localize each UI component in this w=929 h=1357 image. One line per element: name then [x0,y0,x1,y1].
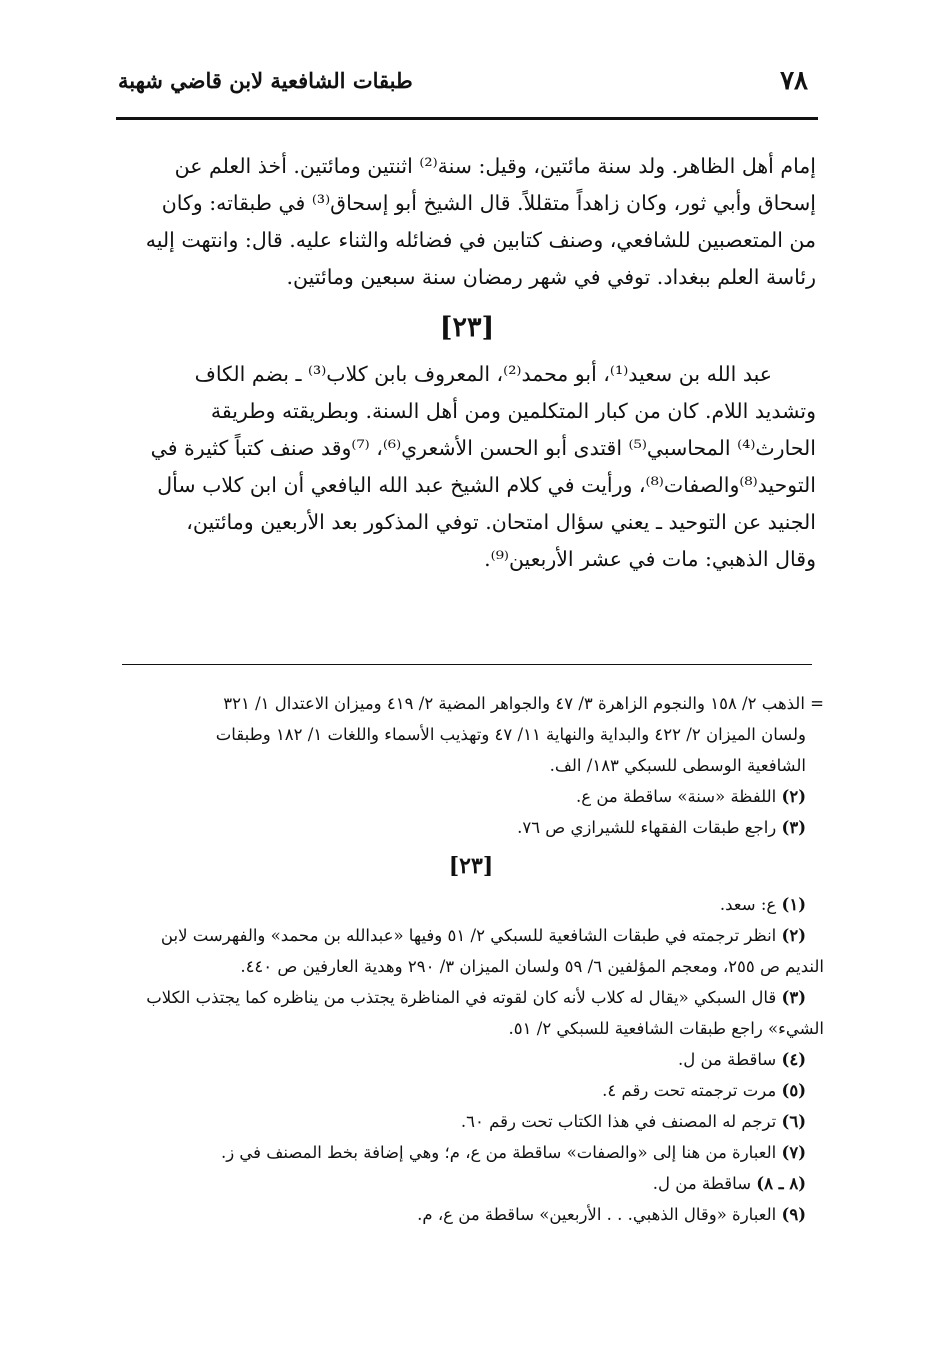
text-line: رئاسة العلم ببغداد. توفي في شهر رمضان سنة سبعين ومائتين. [286,265,816,289]
footnote-text: راجع طبقات الفقهاء للشيرازي ص ٧٦. [517,818,777,837]
footnote-item [118,982,824,1013]
entry-biography [118,356,816,578]
footnote-text: انظر ترجمته في طبقات الشافعية للسبكي ٢/ ٥١ وفيها «عبدالله بن محمد» والفهرست لابن [160,926,777,945]
footnote-text: ترجم له المصنف في هذا الكتاب تحت رقم ٦٠. [460,1112,777,1131]
footnote-number: (١) [781,895,806,914]
footnote-number: (٦) [781,1112,806,1131]
page-header [118,64,816,104]
footnote-item [118,1137,824,1168]
footnote-number: (٨ ـ ٨) [756,1174,806,1193]
text-line: التوحيد⁽⁸⁾والصفات⁽⁸⁾، ورأيت في كلام الشيخ عبد الله اليافعي أن ابن كلاب سأل [157,473,816,497]
footnote-line: الشيء» راجع طبقات الشافعية للسبكي ٢/ ٥١. [508,1019,824,1038]
header-rule [116,117,818,120]
footnote-separator [122,664,812,665]
main-text [118,148,816,578]
footnote-number: (٥) [781,1081,806,1100]
text-line: وقال الذهبي: مات في عشر الأربعين⁽⁹⁾. [484,547,816,571]
previous-entry-ending [118,148,816,296]
footnote-number: (٧) [781,1143,806,1162]
continued-footnote [118,688,824,781]
text-line: الحارث⁽⁴⁾ المحاسبي⁽⁵⁾ اقتدى أبو الحسن الأشعري⁽⁶⁾، ⁽⁷⁾وقد صنف كتباً كثيرة في [150,436,816,460]
footnote-text: ساقطة من ل. [678,1050,777,1069]
footnote-number: (٤) [781,1050,806,1069]
footnote-item [118,920,824,951]
page-number: ٧٨ [780,66,808,96]
footnote-number: (٣) [781,988,806,1007]
footnote-number: (٢) [781,926,806,945]
footnote-line: ولسان الميزان ٢/ ٤٢٢ والبداية والنهاية ١١/ ٤٧ وتهذيب الأسماء واللغات ١/ ١٨٢ وطبقات [215,725,806,744]
footnote-number: (٣) [781,818,806,837]
running-title: طبقات الشافعية لابن قاضي شهبة [118,68,413,93]
footnote-text: قال السبكي «يقال له كلاب لأنه كان لقوته في المناظرة يجتذب من يناظره كما يجتذب الكلاب [146,988,777,1007]
text-line: الجنيد عن التوحيد ـ يعني سؤال امتحان. توفي المذكور بعد الأربعين ومائتين، [186,510,816,534]
footnote-item [118,1106,824,1137]
footnote-line: الشافعية الوسطى للسبكي ١٨٣/ الف. [549,756,806,775]
text-line: إمام أهل الظاهر. ولد سنة مائتين، وقيل: سنة⁽²⁾ اثنتين ومائتين. أخذ العلم عن [174,154,816,178]
footnote-number: (٩) [781,1205,806,1224]
footnote-text: اللفظة «سنة» ساقطة من ع. [576,787,777,806]
footnote-text: العبارة «وقال الذهبي. . . الأربعين» ساقطة من ع، م. [417,1205,777,1224]
footnote-section-number: [٢٣] [448,853,494,879]
text-line: من المتعصبين للشافعي، وصنف كتابين في فضائله والثناء عليه. قال: وانتهت إليه [145,228,816,252]
footnotes [118,688,824,1230]
footnote-item [118,889,824,920]
footnote-line: النديم ص ٢٥٥، ومعجم المؤلفين ٦/ ٥٩ ولسان الميزان ٣/ ٢٩٠ وهدية العارفين ص ٤٤٠. [240,957,824,976]
text-line: وتشديد اللام. كان من كبار المتكلمين ومن أهل السنة. وبطريقته وطريقة [210,399,816,423]
footnote-number: (٢) [781,787,806,806]
footnote-text: ع: سعد. [719,895,777,914]
footnote-item [118,812,824,843]
footnote-item [118,1044,824,1075]
footnote-item [118,1075,824,1106]
footnote-text: مرت ترجمته تحت رقم ٤. [602,1081,777,1100]
text-line: إسحاق وأبي ثور، وكان زاهداً متقللاً. قال الشيخ أبو إسحاق⁽³⁾ في طبقاته: وكان [161,191,816,215]
footnote-text: العبارة من هنا إلى «والصفات» ساقطة من ع، م؛ وهي إضافة بخط المصنف في ز. [220,1143,777,1162]
footnote-line: = الذهب ٢/ ١٥٨ والنجوم الزاهرة ٣/ ٤٧ والجواهر المضية ٢/ ٤١٩ وميزان الاعتدال ١/ ٣٢١ [223,694,824,713]
entry-number: [٢٣] [439,312,495,343]
footnote-item [118,1199,824,1230]
text-line: عبد الله بن سعيد⁽¹⁾، أبو محمد⁽²⁾، المعروف بابن كلاب⁽³⁾ ـ بضم الكاف [194,362,772,386]
footnote-item [118,1168,824,1199]
footnote-text: ساقطة من ل. [652,1174,752,1193]
footnote-item [118,781,824,812]
